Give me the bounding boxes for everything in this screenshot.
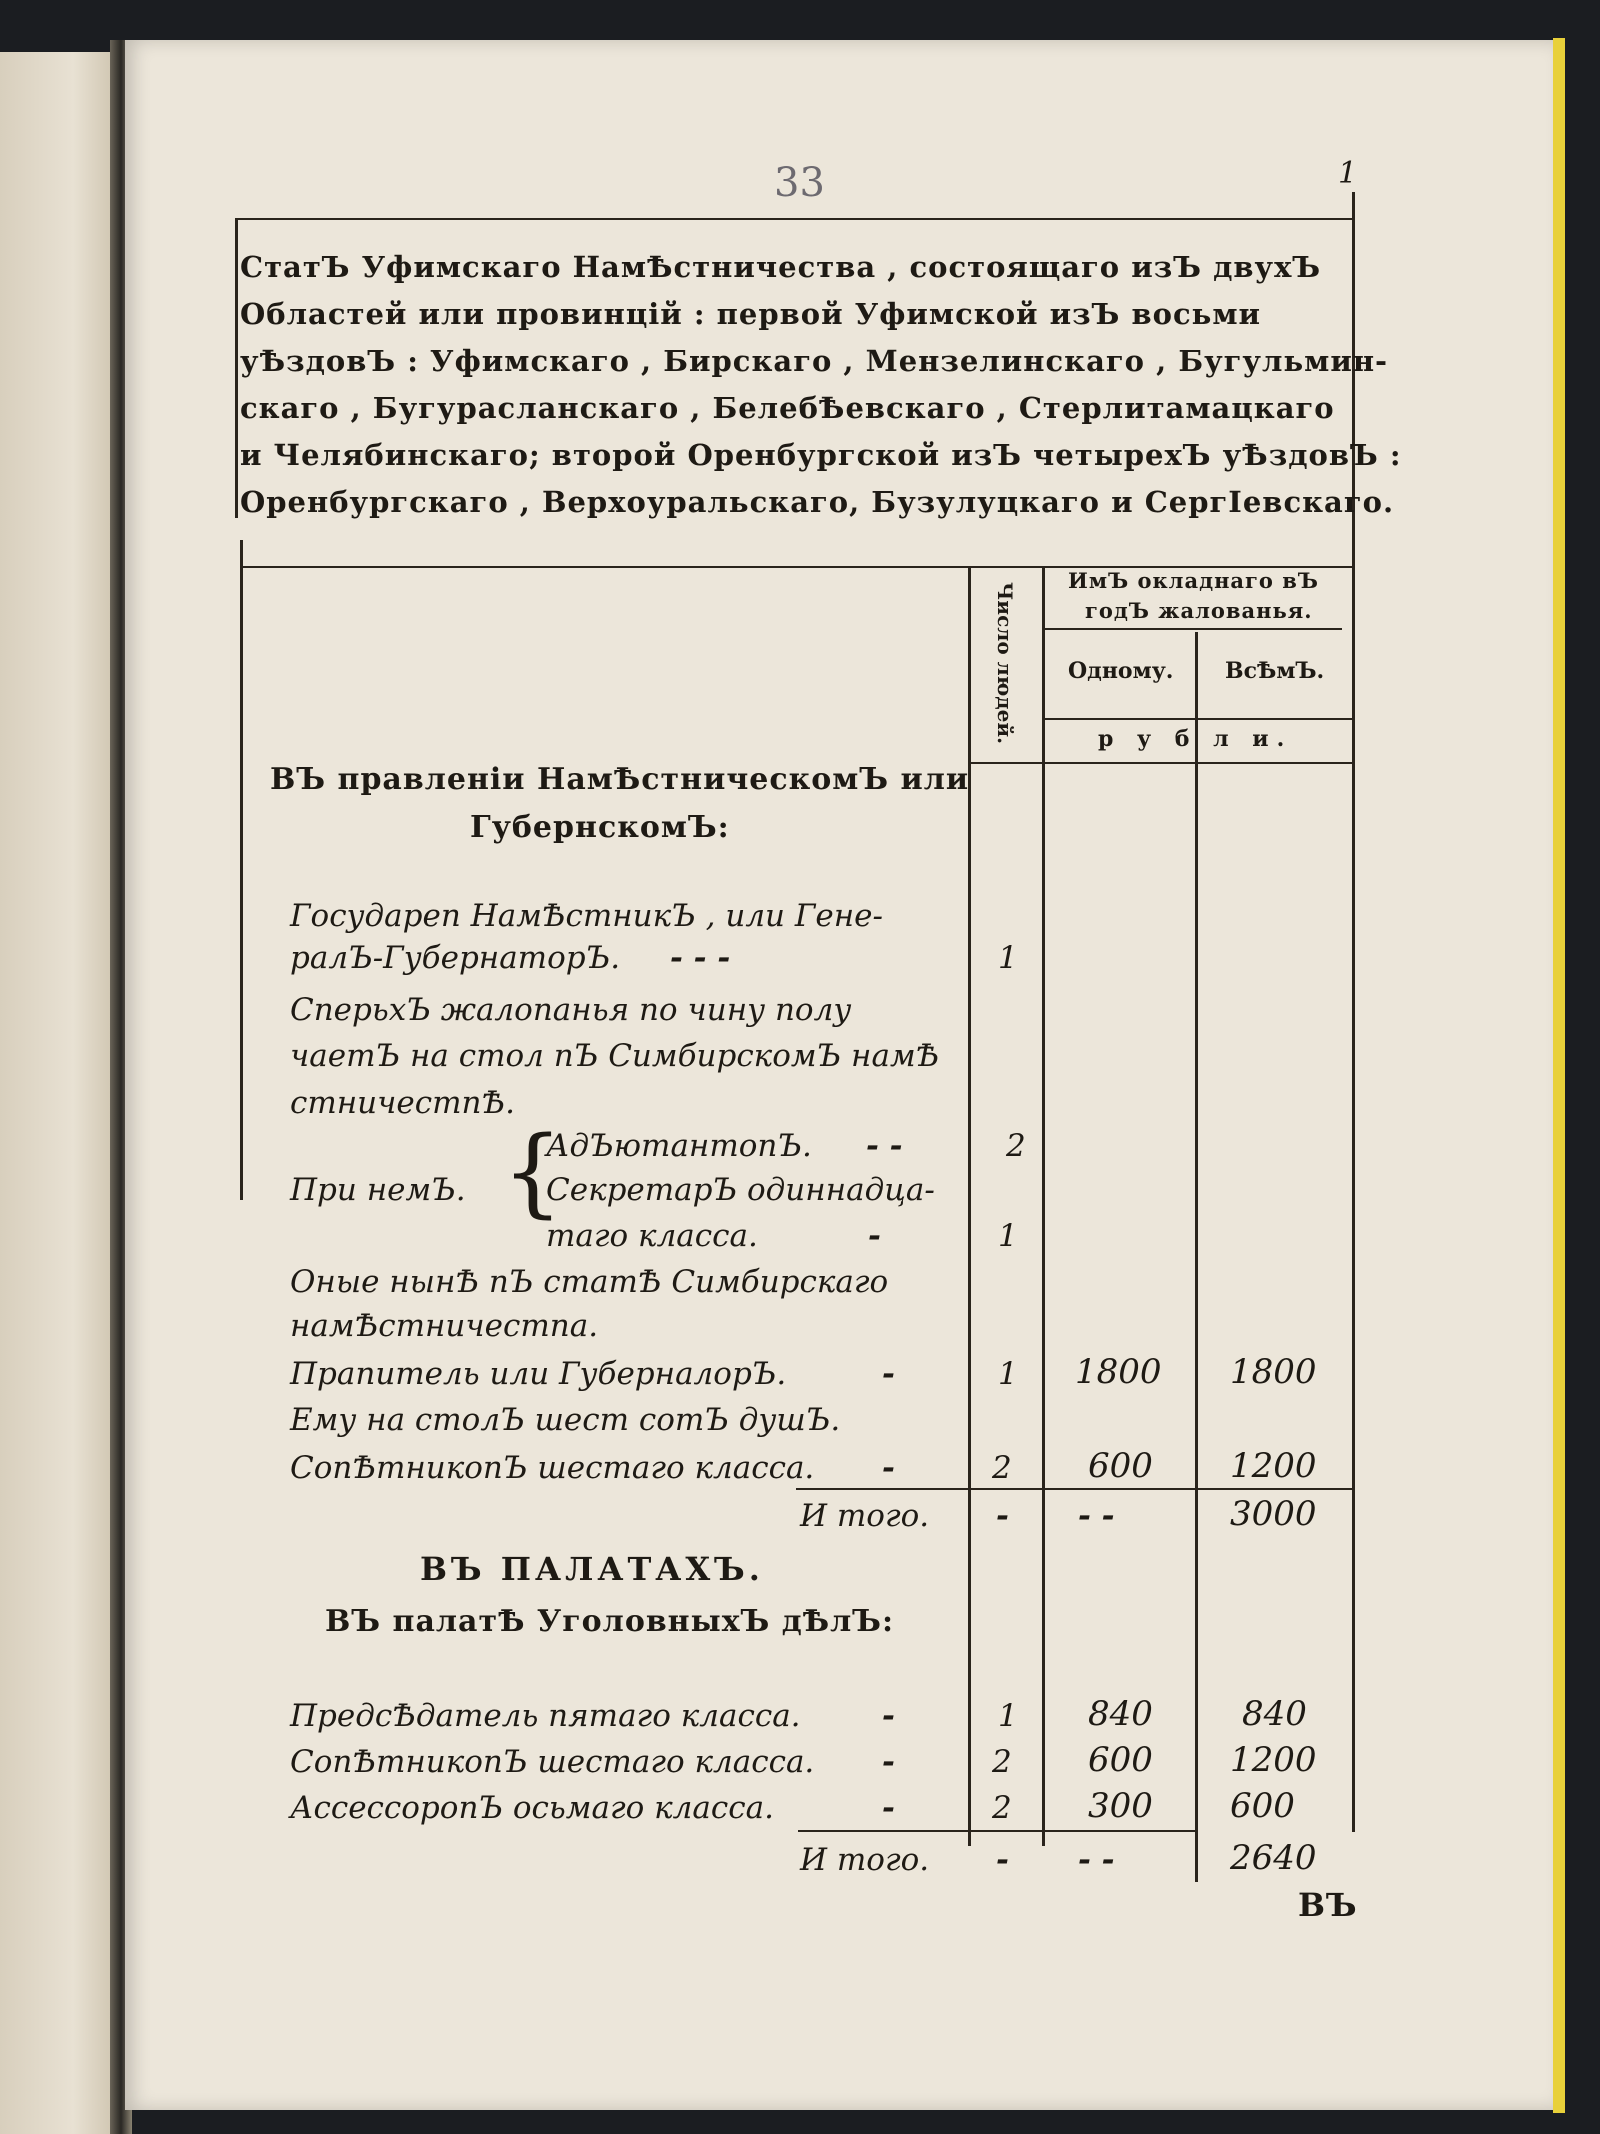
section1-heading-1: ВЪ правленіи НамѢстническомЪ или [270, 762, 970, 797]
row-extra-b: чаетЪ на стол пЪ СимбирскомЪ намѢ [290, 1038, 940, 1074]
row2-chairman-count: 1 [998, 1698, 1018, 1734]
row2-assessors-dash: - [882, 1790, 895, 1826]
row2-councillors-all: 1200 [1230, 1740, 1317, 1780]
row2-chairman: ПредсѢдатель пятаго класса. [290, 1698, 801, 1734]
row2-councillors-one: 600 [1088, 1740, 1153, 1780]
total2-all: 2640 [1230, 1838, 1317, 1878]
row-ruler-count: 1 [998, 1356, 1018, 1392]
row-councillors-all: 1200 [1230, 1446, 1317, 1486]
row-councillors-dash: - [882, 1450, 895, 1486]
row2-assessors: АссессоропЪ осьмаго класса. [290, 1790, 774, 1826]
title-line-5: и Челябинскаго; второй Оренбургской изЪ четырехЪ уѢздовЪ : [240, 438, 1402, 472]
left-page-edge [0, 52, 122, 2134]
row-ruler: Прапитель или ГуберналорЪ. [290, 1356, 787, 1392]
row-secretary-dash: - [868, 1218, 881, 1254]
row-ruler-one: 1800 [1075, 1352, 1162, 1392]
row-ruler-all: 1800 [1230, 1352, 1317, 1392]
title-line-4: скаго , Бугурасланскаго , БелебѢевскаго , Стерлитамацкаго [240, 391, 1335, 425]
brace-symbol: { [502, 1116, 564, 1228]
row-extra-c: стничестпѢ. [290, 1085, 515, 1121]
row-note-b: намѢстничестпа. [290, 1308, 599, 1344]
total2-label: И того. [800, 1842, 930, 1878]
page-number: 33 [774, 160, 825, 206]
header-bottom-rule [968, 762, 1352, 764]
row-secretary-count: 1 [998, 1218, 1018, 1254]
total1-all: 3000 [1230, 1494, 1317, 1534]
header-unit: р у б л и. [1098, 726, 1293, 752]
total1-dash-count: - [996, 1498, 1009, 1534]
row-governor-dash: - - - [670, 940, 731, 976]
row-adjutants-count: 2 [1006, 1128, 1026, 1164]
table-left-rule [240, 540, 243, 1200]
corner-mark: 1 [1338, 156, 1358, 191]
col-count-left [968, 566, 971, 1846]
row-councillors: СопѢтникопЪ шестаго класса. [290, 1450, 815, 1486]
row2-chairman-dash: - [882, 1698, 895, 1734]
row-councillors-count: 2 [992, 1450, 1012, 1486]
header-split-rule [1042, 628, 1342, 630]
title-line-6: Оренбургскаго , Верхоуральскаго, Бузулуцкаго и СергІевскаго. [240, 485, 1395, 519]
section1-heading-2: ГубернскомЪ: [470, 810, 730, 845]
title-line-3: уѢздовЪ : Уфимскаго , Бирскаго , Мензелинскаго , Бугульмин- [240, 344, 1389, 378]
col-all-left [1195, 632, 1198, 1882]
title-line-2: Областей или провинцій : первой Уфимской изЪ восьми [240, 297, 1262, 331]
catchword: ВЪ [1298, 1886, 1358, 1924]
title-frame-left [235, 218, 238, 518]
header-unit-rule [1042, 718, 1352, 720]
total1-label: И того. [800, 1498, 930, 1534]
row-with-him-label: При немЪ. [290, 1172, 466, 1208]
row2-assessors-count: 2 [992, 1790, 1012, 1826]
row-extra-a: СперьхЪ жалопанья по чину полу [290, 992, 852, 1028]
row-governor-b: ралЪ-ГубернаторЪ. [290, 940, 621, 976]
row-adjutants: АдЪютантопЪ. [546, 1128, 812, 1164]
row-governor-count: 1 [998, 940, 1018, 976]
header-people-count: Число людей. [993, 582, 1017, 745]
col-count-right [1042, 566, 1045, 1846]
header-all: ВсѢмЪ. [1225, 658, 1325, 684]
section2-heading-1: ВЪ ПАЛАТАХЪ. [420, 1550, 764, 1588]
page-edge-color [1553, 38, 1565, 2113]
section2-heading-2: ВЪ палатѢ УголовныхЪ дѢлЪ: [325, 1604, 895, 1639]
row2-chairman-all: 840 [1242, 1694, 1307, 1734]
row-secretary-a: СекретарЪ одиннадца- [546, 1172, 935, 1208]
row-councillors-one: 600 [1088, 1446, 1153, 1486]
title-frame-top [235, 218, 1355, 220]
row-table-note: Ему на столЪ шест сотЪ душЪ. [290, 1402, 841, 1438]
row2-councillors-count: 2 [992, 1744, 1012, 1780]
header-salary-2: годЪ жалованья. [1085, 598, 1313, 623]
row-secretary-b: таго класса. [546, 1218, 758, 1254]
row-ruler-dash: - [882, 1356, 895, 1392]
row-adjutants-dash: - - [866, 1128, 903, 1164]
row2-chairman-one: 840 [1088, 1694, 1153, 1734]
header-salary-1: ИмЪ окладнаго вЪ [1068, 568, 1319, 593]
total2-dash-count: - [996, 1842, 1009, 1878]
row-governor-a: Государеп НамѢстникЪ , или Гене- [290, 898, 883, 934]
header-one: Одному. [1068, 658, 1174, 684]
total2-dash-one: - - [1078, 1842, 1115, 1878]
total1-rule [796, 1488, 1352, 1490]
row2-assessors-one: 300 [1088, 1786, 1153, 1826]
title-line-1: СтатЪ Уфимскаго НамѢстничества , состоящаго изЪ двухЪ [240, 250, 1322, 284]
total2-rule [798, 1830, 1198, 1832]
total1-dash-one: - - [1078, 1498, 1115, 1534]
row2-councillors-dash: - [882, 1744, 895, 1780]
row2-assessors-all: 600 [1230, 1786, 1295, 1826]
row-note-a: Оные нынѢ пЪ статѢ Симбирскаго [290, 1264, 889, 1300]
row2-councillors: СопѢтникопЪ шестаго класса. [290, 1744, 815, 1780]
